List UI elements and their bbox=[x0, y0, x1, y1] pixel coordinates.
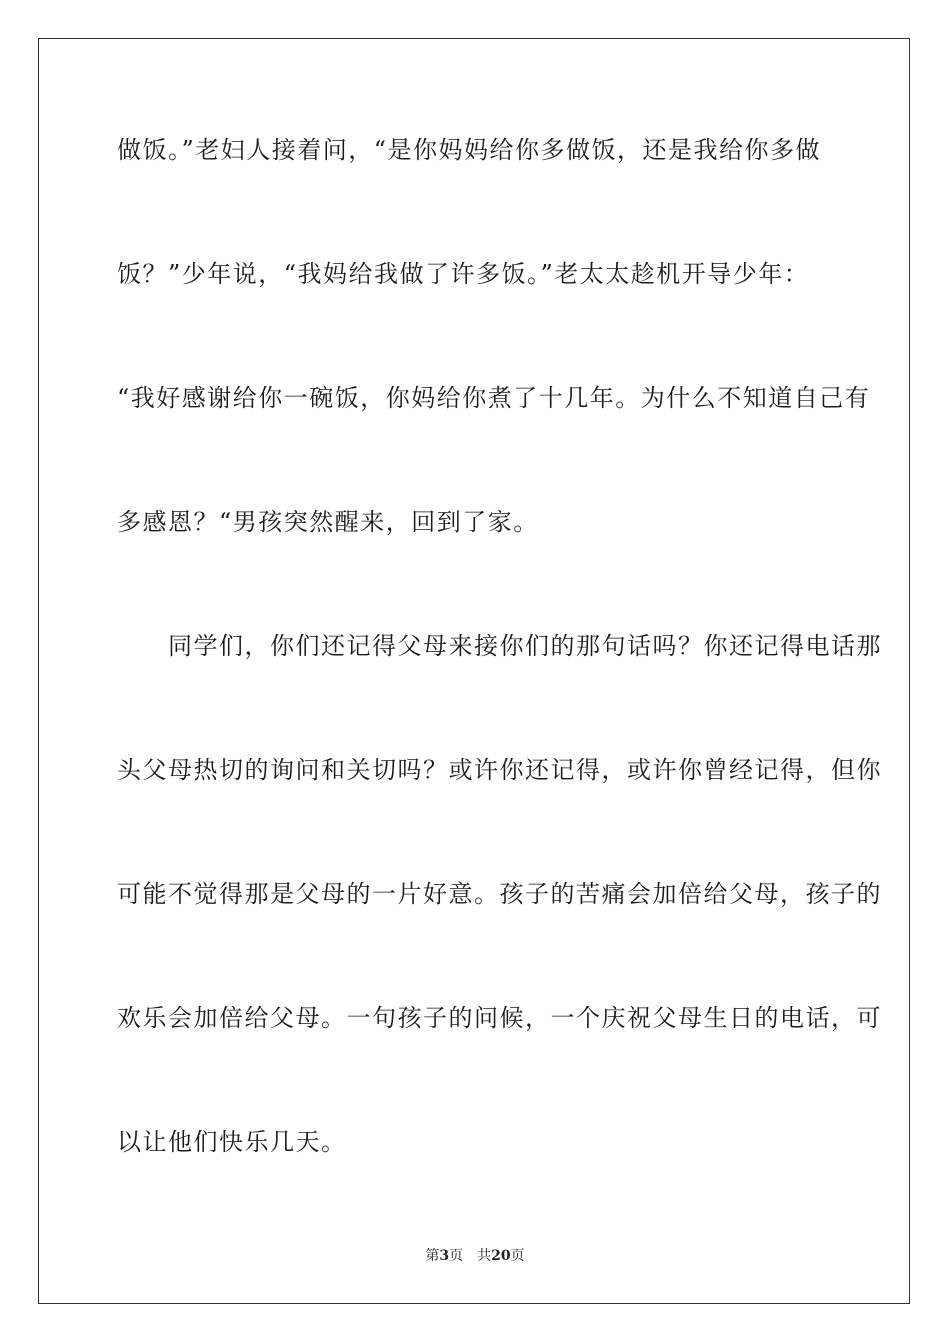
body-line-7: 可能不觉得那是父母的一片好意。孩子的苦痛会加倍给父母，孩子的 bbox=[117, 880, 882, 908]
total-prefix: 共 bbox=[477, 1248, 492, 1264]
body-line-2: 饭？”少年说，“我妈给我做了许多饭。”老太太趁机开导少年： bbox=[117, 260, 810, 288]
body-line-9: 以让他们快乐几天。 bbox=[117, 1128, 347, 1156]
body-line-8: 欢乐会加倍给父母。一句孩子的问候，一个庆祝父母生日的电话，可 bbox=[117, 1004, 882, 1032]
page-prefix: 第 bbox=[425, 1248, 440, 1264]
body-line-4: 多感恩？“男孩突然醒来，回到了家。 bbox=[117, 508, 539, 536]
body-line-5: 同学们，你们还记得父母来接你们的那句话吗？你还记得电话那 bbox=[117, 632, 882, 660]
current-page-number: 3 bbox=[439, 1248, 450, 1264]
page-footer bbox=[0, 1247, 950, 1265]
total-pages-number: 20 bbox=[491, 1248, 511, 1264]
page-suffix: 页 bbox=[449, 1248, 464, 1264]
body-line-1: 做饭。”老妇人接着问，“是你妈妈给你多做饭，还是我给你多做 bbox=[117, 136, 822, 164]
body-line-6: 头父母热切的询问和关切吗？或许你还记得，或许你曾经记得，但你 bbox=[117, 756, 882, 784]
body-line-3: “我好感谢给你一碗饭，你妈给你煮了十几年。为什么不知道自己有 bbox=[117, 384, 871, 412]
total-suffix: 页 bbox=[510, 1248, 525, 1264]
page-border bbox=[38, 38, 910, 1304]
